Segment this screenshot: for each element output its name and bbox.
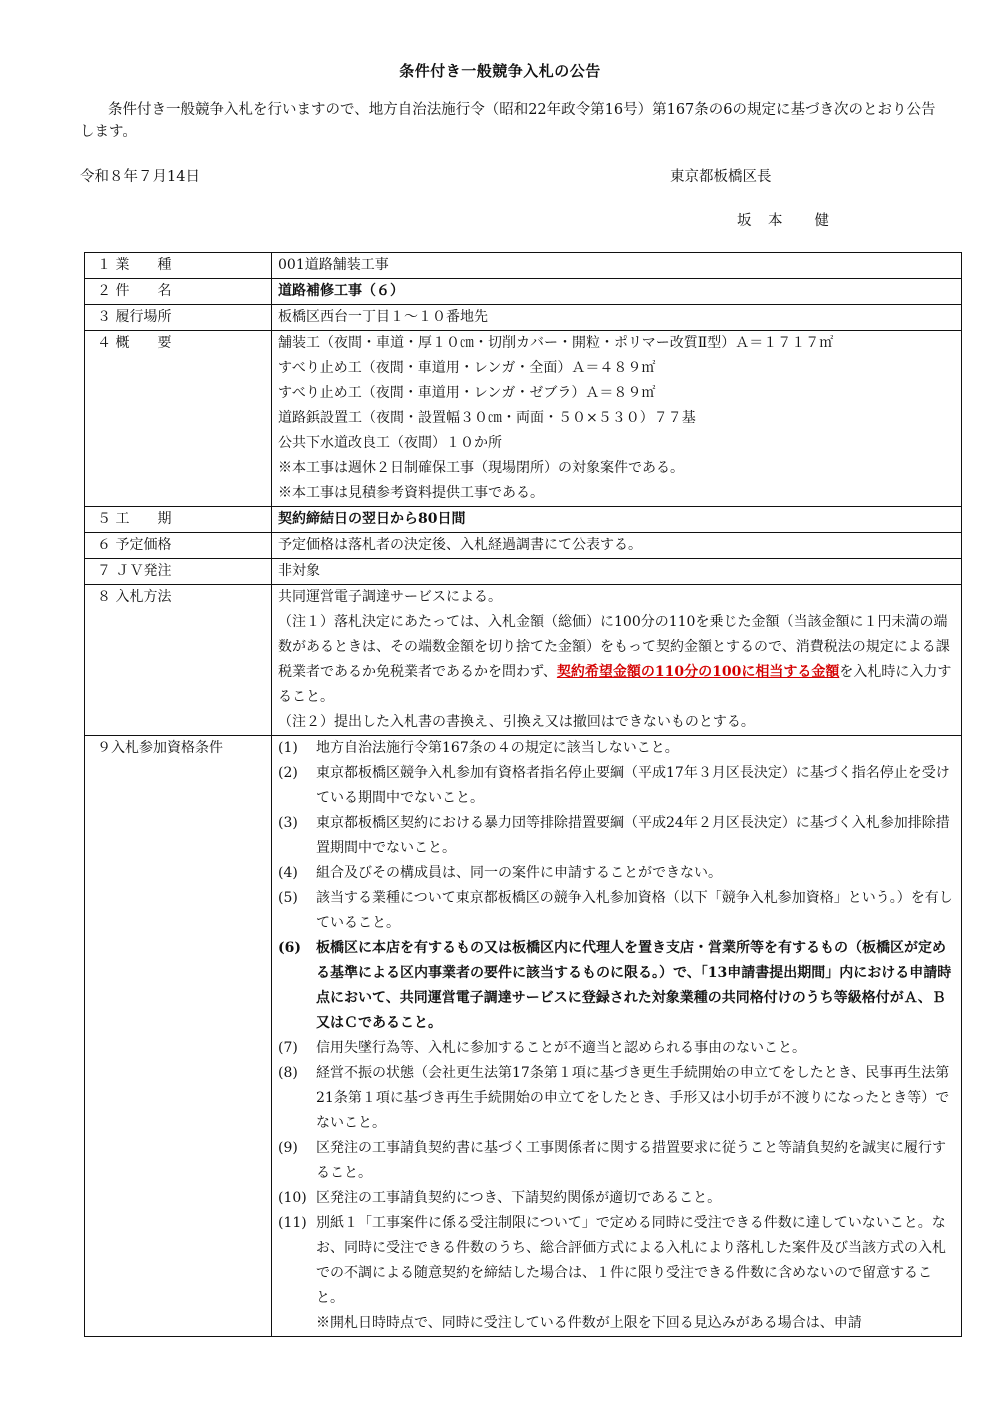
- condition-text: 東京都板橋区競争入札参加有資格者指名停止要綱（平成17年３月区長決定）に基づく指名停止を受けている期間中でないこと。: [316, 765, 950, 806]
- bidding-method-cell: [272, 585, 962, 736]
- condition-number: (6): [278, 940, 301, 956]
- overview-line: ※本工事は見積参考資料提供工事である。: [278, 485, 544, 501]
- overview-cell: [272, 331, 962, 507]
- condition-number: (3): [278, 815, 298, 831]
- construction-period: 契約締結日の翌日から80日間: [272, 507, 962, 533]
- overview-line: すべり止め工（夜間・車道用・レンガ・全面）Ａ＝４８９㎡: [278, 360, 656, 376]
- row-value: 非対象: [272, 559, 962, 585]
- table-row: [85, 331, 962, 507]
- condition-number: (11): [278, 1215, 307, 1231]
- row-label: ２ 件 名: [85, 279, 272, 305]
- condition-number: (1): [278, 740, 298, 756]
- table-row: [85, 585, 962, 736]
- project-name: 道路補修工事（６）: [272, 279, 962, 305]
- bidding-note-1: [278, 610, 955, 710]
- condition-number: (10): [278, 1190, 307, 1206]
- overview-line: すべり止め工（夜間・車道用・レンガ・ゼブラ）Ａ＝８９㎡: [278, 385, 656, 401]
- note-1-highlight: 契約希望金額の110分の100に相当する金額: [556, 664, 840, 680]
- row-label: ６ 予定価格: [85, 533, 272, 559]
- issuer-title: 東京都板橋区長: [670, 169, 772, 185]
- row-label: ７ ＪＶ発注: [85, 559, 272, 585]
- condition-text: 別紙１「工事案件に係る受注制限について」で定める同時に受注できる件数に達していないこと。なお、同時に受注できる件数のうち、総合評価方式による入札により落札した案件及び当該方式の入札での不調による随意契約を締結した場合は、１件に限り受注できる件数に含めないので留意すること。: [316, 1215, 946, 1306]
- condition-item: [278, 761, 955, 811]
- row-value: 予定価格は落札者の決定後、入札経過調書にて公表する。: [272, 533, 962, 559]
- row-label: １ 業 種: [85, 253, 272, 279]
- row-label: ５ 工 期: [85, 507, 272, 533]
- row-label: ４ 概 要: [85, 331, 272, 507]
- table-row: [85, 279, 962, 305]
- condition-text: 組合及びその構成員は、同一の案件に申請することができない。: [316, 865, 722, 881]
- condition-item: [278, 886, 955, 936]
- condition-item: [278, 1061, 955, 1136]
- condition-item: [278, 1136, 955, 1186]
- intro-paragraph: 条件付き一般競争入札を行いますので、地方自治法施行令（昭和22年政令第16号）第167条の6の規定に基づき次のとおり公告します。: [80, 102, 936, 140]
- condition-item: [278, 811, 955, 861]
- bidding-note-2: （注２）提出した入札書の書換え、引換え又は撤回はできないものとする。: [278, 714, 755, 730]
- condition-text: 区発注の工事請負契約書に基づく工事関係者に関する措置要求に従うこと等請負契約を誠実に履行すること。: [316, 1140, 946, 1181]
- qualification-cell: [272, 736, 962, 1337]
- condition-text: 該当する業種について東京都板橋区の競争入札参加資格（以下「競争入札参加資格」という。）を有していること。: [316, 890, 953, 931]
- overview-line: 道路鋲設置工（夜間・設置幅３０㎝・両面・５０×５３０）７７基: [278, 410, 696, 426]
- condition-item: [278, 1211, 955, 1311]
- condition-number: (8): [278, 1065, 298, 1081]
- row-label: ８ 入札方法: [85, 585, 272, 736]
- condition-item: [278, 1186, 955, 1211]
- overview-line: 公共下水道改良工（夜間）１０か所: [278, 435, 502, 451]
- table-row: [85, 507, 962, 533]
- condition-number: (5): [278, 890, 298, 906]
- condition-item: [278, 936, 955, 1036]
- row-label: ９入札参加資格条件: [85, 736, 272, 1337]
- condition-number: (2): [278, 765, 298, 781]
- table-row: [85, 736, 962, 1337]
- condition-text: 信用失墜行為等、入札に参加することが不適当と認められる事由のないこと。: [316, 1040, 806, 1056]
- signer-name: 坂 本 健: [737, 213, 830, 229]
- table-row: [85, 305, 962, 331]
- condition-text: 板橋区に本店を有するもの又は板橋区内に代理人を置き支店・営業所等を有するもの（板橋区が定める基準による区内事業者の要件に該当するものに限る。）で、「13申請書提出期間」内における申請時点において、共同運営電子調達サービスに登録された対象業種の共同格付けのうち等級格付がＡ、Ｂ又はＣであること。: [316, 940, 952, 1031]
- note-1-text-end: を入札時に入力すること。: [278, 664, 952, 705]
- table-row: [85, 559, 962, 585]
- condition-number: (4): [278, 865, 298, 881]
- condition-item: [278, 1036, 955, 1061]
- condition-extra-note: ※開札日時時点で、同時に受注している件数が上限を下回る見込みがある場合は、申請: [316, 1315, 862, 1331]
- condition-number: (9): [278, 1140, 298, 1156]
- table-row: [85, 253, 962, 279]
- row-label: ３ 履行場所: [85, 305, 272, 331]
- row-value: 板橋区西台一丁目１～１０番地先: [272, 305, 962, 331]
- condition-text: 地方自治法施行令第167条の４の規定に該当しないこと。: [316, 740, 679, 756]
- bidding-method-line: 共同運営電子調達サービスによる。: [278, 589, 502, 605]
- overview-line: ※本工事は週休２日制確保工事（現場閉所）の対象案件である。: [278, 460, 684, 476]
- overview-line: 舗装工（夜間・車道・厚１０㎝・切削カバー・開粒・ポリマー改質Ⅱ型）Ａ＝１７１７㎡: [278, 335, 834, 351]
- condition-text: 区発注の工事請負契約につき、下請契約関係が適切であること。: [316, 1190, 722, 1206]
- row-value: 001道路舗装工事: [272, 253, 962, 279]
- condition-item: [278, 861, 955, 886]
- condition-number: (7): [278, 1040, 298, 1056]
- notice-date: 令和８年７月14日: [80, 169, 200, 185]
- notice-table: [84, 252, 962, 1337]
- note-1-text: （注１）落札決定にあたっては、入札金額（総価）に100分の110を乗じた金額（当該金額に１円未満の端数があるときは、その端数金額を切り捨てた金額）をもって契約金額とするので、消費税法の規定による課税業者であるか免税業者であるかを問わず、: [278, 614, 950, 680]
- condition-item: [278, 736, 955, 761]
- condition-text: 経営不振の状態（会社更生法第17条第１項に基づき更生手続開始の申立てをしたとき、民事再生法第21条第１項に基づき再生手続開始の申立てをしたとき、手形又は小切手が不渡りになったとき等）でないこと。: [316, 1065, 950, 1131]
- condition-text: 東京都板橋区契約における暴力団等排除措置要綱（平成24年２月区長決定）に基づく入札参加排除措置期間中でないこと。: [316, 815, 950, 856]
- document-title: 条件付き一般競争入札の公告: [399, 62, 601, 80]
- table-row: [85, 533, 962, 559]
